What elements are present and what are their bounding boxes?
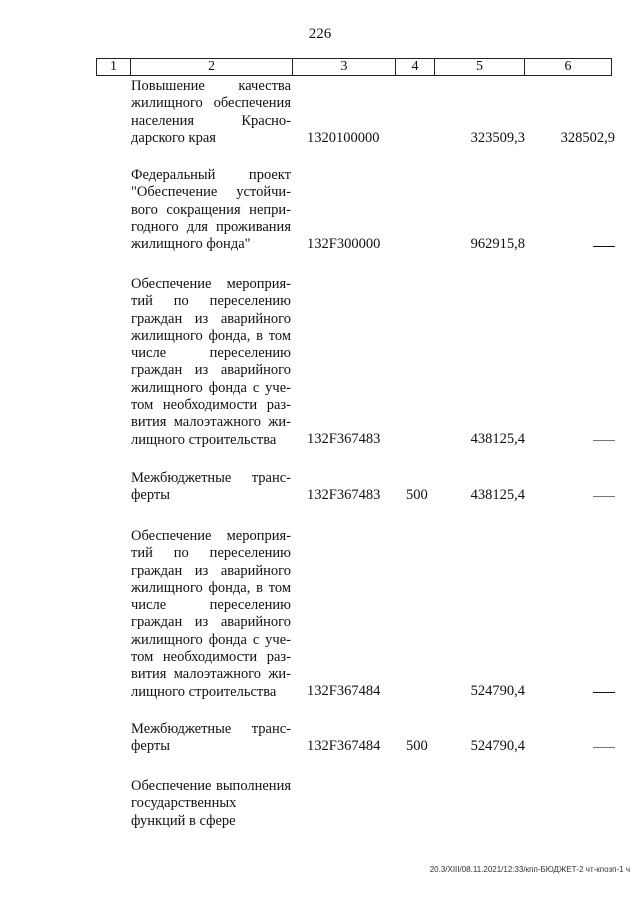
- column-header-5: 5: [435, 59, 525, 75]
- row-amount-5: 323509,3: [470, 130, 525, 146]
- column-header-4: 4: [396, 59, 435, 75]
- row-amount-5: 438125,4: [470, 487, 525, 503]
- row-code: 132F367483: [307, 487, 381, 503]
- footer-stamp: 20.3/XIII/08.11.2021/12:33/кпп-БЮДЖЕТ-2 чт-кпозп-1 ч: [429, 865, 630, 874]
- row-name: Повышение качества жилищного обеспечения населения Краснодарского края: [131, 78, 291, 146]
- table-header-row: [96, 58, 612, 76]
- column-header-3: 3: [293, 59, 396, 75]
- row-name: Обеспечение мероприятий по переселению граждан из аварийного жилищного фонда, в том числе переселению граждан из аварийного жилищного фонда с учетом необходимости развития малоэтажного жилищного строительства: [131, 528, 291, 700]
- row-amount-6-dash: [593, 246, 615, 247]
- row-name: Обеспечение мероприятий по переселению граждан из аварийного жилищного фонда, в том числе переселению граждан из аварийного жилищного фонда с учетом необходимости развития малоэтажного жилищного строительства: [131, 276, 291, 448]
- row-amount-5: 438125,4: [470, 431, 525, 447]
- row-amount-5: 524790,4: [470, 738, 525, 754]
- row-code: 132F367484: [307, 738, 381, 754]
- row-code: 132F367483: [307, 431, 381, 447]
- row-code: 1320100000: [307, 130, 380, 146]
- row-amount-6-dash: [593, 496, 615, 497]
- row-amount-6: 328502,9: [560, 130, 615, 146]
- row-name: Межбюджетные трансферты: [131, 721, 291, 755]
- row-code: 132F300000: [307, 236, 381, 252]
- row-type: 500: [406, 487, 428, 503]
- row-amount-6-dash: [593, 747, 615, 748]
- row-amount-5: 524790,4: [470, 683, 525, 699]
- row-type: 500: [406, 738, 428, 754]
- row-name: Обеспечение выполнения государственных функций в сфере: [131, 778, 291, 829]
- column-header-1: 1: [97, 59, 131, 75]
- row-amount-6-dash: [593, 692, 615, 693]
- row-name: Межбюджетные трансферты: [131, 470, 291, 504]
- row-amount-5: 962915,8: [470, 236, 525, 252]
- column-header-6: 6: [564, 59, 572, 74]
- row-name: Федеральный проект "Обеспечение устойчивого сокращения непригодного для проживания жилищного фонда": [131, 167, 291, 253]
- row-code: 132F367484: [307, 683, 381, 699]
- row-amount-6-dash: [593, 440, 615, 441]
- page-number: 226: [308, 26, 332, 42]
- column-header-2: 2: [131, 59, 293, 75]
